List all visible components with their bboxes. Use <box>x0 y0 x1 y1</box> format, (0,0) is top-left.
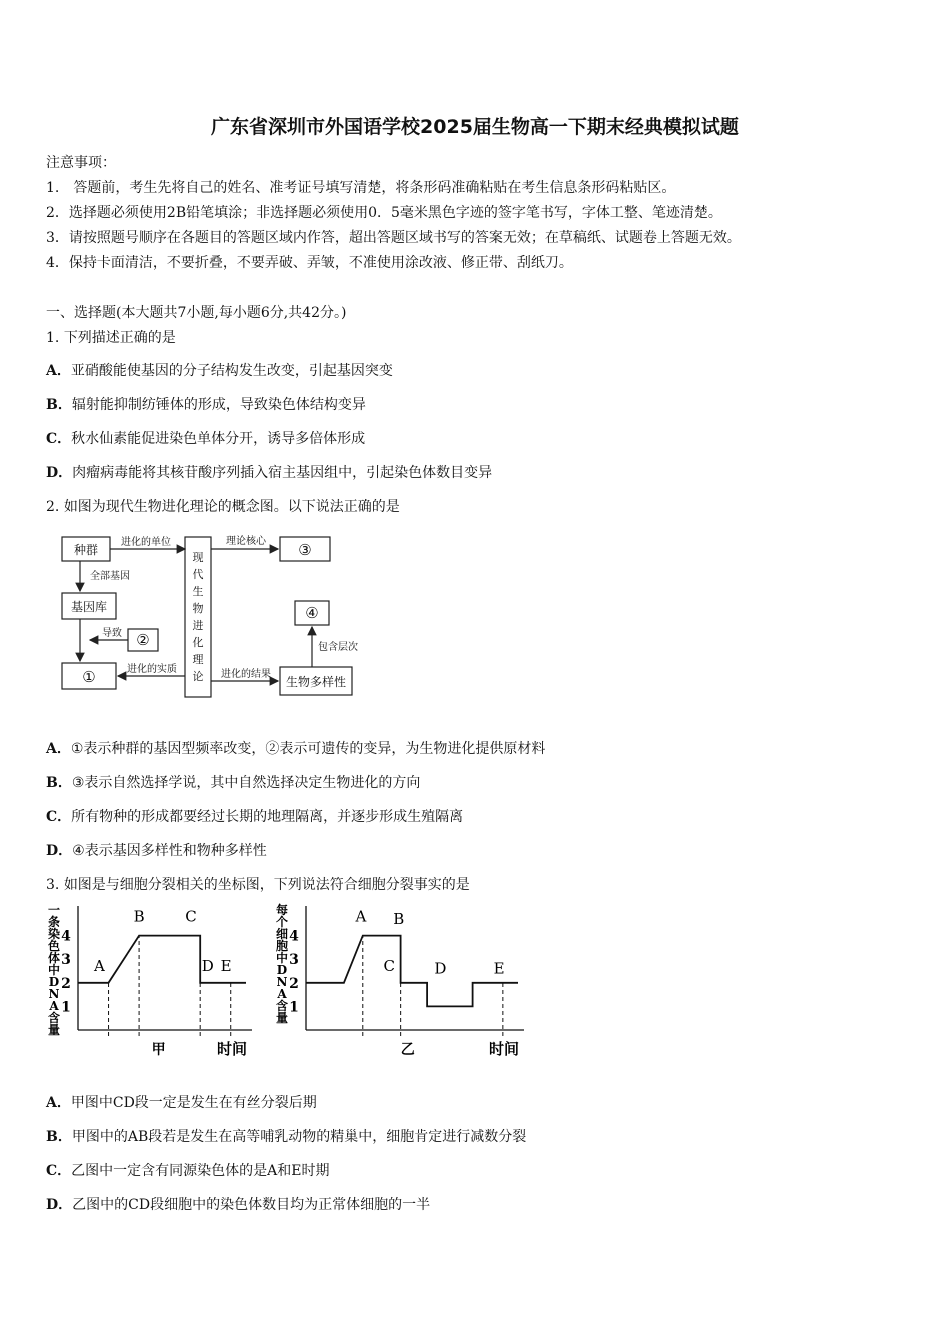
concept-map-diagram <box>50 525 370 705</box>
center-char: 论 <box>192 670 204 683</box>
center-char: 进 <box>192 619 204 632</box>
y-axis-label-char: N <box>48 987 60 1001</box>
phase-label: A <box>355 907 367 926</box>
y-axis-label-char: 含 <box>275 999 289 1013</box>
edge-label-allgenes: 全部基因 <box>90 571 130 582</box>
label-population: 种群 <box>73 543 99 557</box>
y-axis-label-char: 条 <box>47 915 61 929</box>
option-key: A． <box>46 363 71 379</box>
option-key: B． <box>46 397 72 413</box>
option <box>46 1160 330 1180</box>
option <box>46 1126 526 1146</box>
phase-label: E <box>220 957 232 975</box>
option-key: B． <box>46 1129 72 1145</box>
y-tick-label: 4 <box>289 928 299 945</box>
y-tick-label: 3 <box>61 952 71 969</box>
y-tick-label: 3 <box>289 952 299 969</box>
phase-label: D <box>434 959 447 978</box>
phase-label: A <box>93 957 105 975</box>
option-text: ③表示自然选择学说，其中自然选择决定生物进化的方向 <box>71 775 421 791</box>
question-text: 下列描述正确的是 <box>63 330 176 346</box>
x-axis-label: 时间 <box>488 1040 520 1058</box>
y-tick-label: 1 <box>61 999 71 1016</box>
option <box>46 1092 317 1112</box>
y-axis-label-char: 细 <box>275 927 289 941</box>
chart-yi <box>270 900 530 1060</box>
option <box>46 428 365 448</box>
label-diversity: 生物多样性 <box>285 675 347 689</box>
edge-label-levels: 包含层次 <box>318 642 358 653</box>
notice-item: 2．选择题必须使用2B铅笔填涂；非选择题必须使用0．5毫米黑色字迹的签字笔书写，字体工整、笔迹清楚。 <box>46 205 722 221</box>
y-axis-label-char: 量 <box>275 1011 289 1025</box>
label-2: ② <box>136 631 150 649</box>
label-genepool: 基因库 <box>70 600 108 614</box>
phase-label: B <box>393 909 405 928</box>
option-key: C． <box>46 431 72 447</box>
option-text: 乙图中一定含有同源染色体的是A和E时期 <box>71 1163 330 1179</box>
option-key: D． <box>46 843 73 859</box>
question-stem <box>46 496 400 516</box>
center-char: 代 <box>192 568 204 581</box>
y-axis-label-char: 染 <box>47 927 61 941</box>
notice-item: 1. 答题前，考生先将自己的姓名、准考证号填写清楚，将条形码准确粘贴在考生信息条形码粘贴区。 <box>46 180 676 196</box>
option-text: 甲图中的AB段若是发生在高等哺乳动物的精巢中，细胞肯定进行减数分裂 <box>71 1129 527 1145</box>
option-text: ④表示基因多样性和物种多样性 <box>72 843 267 859</box>
question-text: 如图为现代生物进化理论的概念图。以下说法正确的是 <box>63 499 400 515</box>
label-4: ④ <box>305 604 319 622</box>
y-tick-label: 2 <box>61 975 71 992</box>
section-heading: 一、选择题(本大题共7小题,每小题6分,共42分。) <box>46 305 347 321</box>
notice-heading: 注意事项： <box>46 155 116 171</box>
edge-label-core: 理论核心 <box>226 536 266 547</box>
option-key: D． <box>46 465 73 481</box>
phase-label: D <box>201 957 214 975</box>
question-number: 2. <box>46 499 60 515</box>
option-text: 辐射能抑制纺锤体的形成，导致染色体结构变异 <box>71 397 366 413</box>
question-number: 3. <box>46 877 60 893</box>
question-stem <box>46 327 176 347</box>
phase-label: C <box>383 957 396 975</box>
question-number: 1. <box>46 330 60 346</box>
y-tick-label: 4 <box>61 928 71 945</box>
y-axis-label-char: D <box>48 975 60 989</box>
option <box>46 772 420 792</box>
y-axis-label-char: 个 <box>275 915 289 929</box>
option <box>46 394 366 414</box>
phase-label: E <box>493 959 505 978</box>
option-key: C． <box>46 809 72 825</box>
option-text: 肉瘤病毒能将其核苷酸序列插入宿主基因组中，引起染色体数目变异 <box>72 465 493 481</box>
question-stem <box>46 874 470 894</box>
x-axis-label: 时间 <box>216 1040 248 1058</box>
option <box>46 806 463 826</box>
notice-item: 3．请按照题号顺序在各题目的答题区域内作答，超出答题区域书写的答案无效；在草稿纸、试题卷上答题无效。 <box>46 230 741 246</box>
edge-label-unit: 进化的单位 <box>121 537 171 548</box>
center-char: 现 <box>192 551 204 564</box>
center-char: 物 <box>192 602 204 615</box>
edge-label-essence: 进化的实质 <box>127 664 177 675</box>
chart-name: 乙 <box>400 1042 415 1058</box>
center-char: 生 <box>192 585 204 598</box>
phase-label: C <box>185 907 197 926</box>
y-axis-label-char: A <box>277 987 287 1001</box>
y-axis-label-char: 一 <box>47 903 61 917</box>
y-axis-label-char: 每 <box>275 903 289 917</box>
y-axis-label-char: N <box>276 975 288 989</box>
y-axis-label-char: 色 <box>47 939 61 953</box>
y-axis-label-char: D <box>276 963 288 977</box>
y-axis-label-char: 胞 <box>275 939 289 953</box>
option <box>46 462 492 482</box>
option-text: 甲图中CD段一定是发生在有丝分裂后期 <box>70 1095 317 1111</box>
option <box>46 360 393 380</box>
label-1: ① <box>82 668 96 686</box>
option-text: 所有物种的形成都要经过长期的地理隔离，并逐步形成生殖隔离 <box>71 809 464 825</box>
y-axis-label-char: 中 <box>275 951 289 965</box>
label-3: ③ <box>298 541 312 559</box>
option <box>46 840 267 860</box>
option <box>46 1194 430 1214</box>
y-axis-label-char: 量 <box>47 1023 61 1037</box>
y-tick-label: 2 <box>289 975 299 992</box>
paper-title: 广东省深圳市外国语学校2025届生物高一下期末经典模拟试题 <box>211 116 739 138</box>
option-text: ①表示种群的基因型频率改变，②表示可遗传的变异，为生物进化提供原材料 <box>70 741 546 757</box>
question-text: 如图是与细胞分裂相关的坐标图，下列说法符合细胞分裂事实的是 <box>63 877 470 893</box>
option <box>46 738 545 758</box>
y-axis-label-char: 含 <box>47 1011 61 1025</box>
y-axis-label-char: 体 <box>47 951 61 965</box>
option-text: 乙图中的CD段细胞中的染色体数目均为正常体细胞的一半 <box>72 1197 431 1213</box>
center-char: 理 <box>192 653 204 666</box>
chart-jia <box>40 900 260 1060</box>
option-key: D． <box>46 1197 73 1213</box>
y-tick-label: 1 <box>289 999 299 1016</box>
option-key: A． <box>46 741 71 757</box>
y-axis-label-char: 中 <box>47 963 61 977</box>
series-line <box>306 936 518 1007</box>
edge-label-result: 进化的结果 <box>221 669 271 680</box>
option-key: A． <box>46 1095 71 1111</box>
option-key: B． <box>46 775 72 791</box>
edge-label-cause: 导致 <box>102 628 122 639</box>
phase-label: B <box>133 907 145 926</box>
option-text: 亚硝酸能使基因的分子结构发生改变，引起基因突变 <box>70 363 393 379</box>
option-key: C． <box>46 1163 72 1179</box>
chart-name: 甲 <box>151 1042 166 1058</box>
option-text: 秋水仙素能促进染色单体分开，诱导多倍体形成 <box>71 431 366 447</box>
center-char: 化 <box>192 636 204 649</box>
y-axis-label-char: A <box>49 999 59 1013</box>
notice-item: 4．保持卡面清洁，不要折叠，不要弄破、弄皱，不准使用涂改液、修正带、刮纸刀。 <box>46 255 573 271</box>
